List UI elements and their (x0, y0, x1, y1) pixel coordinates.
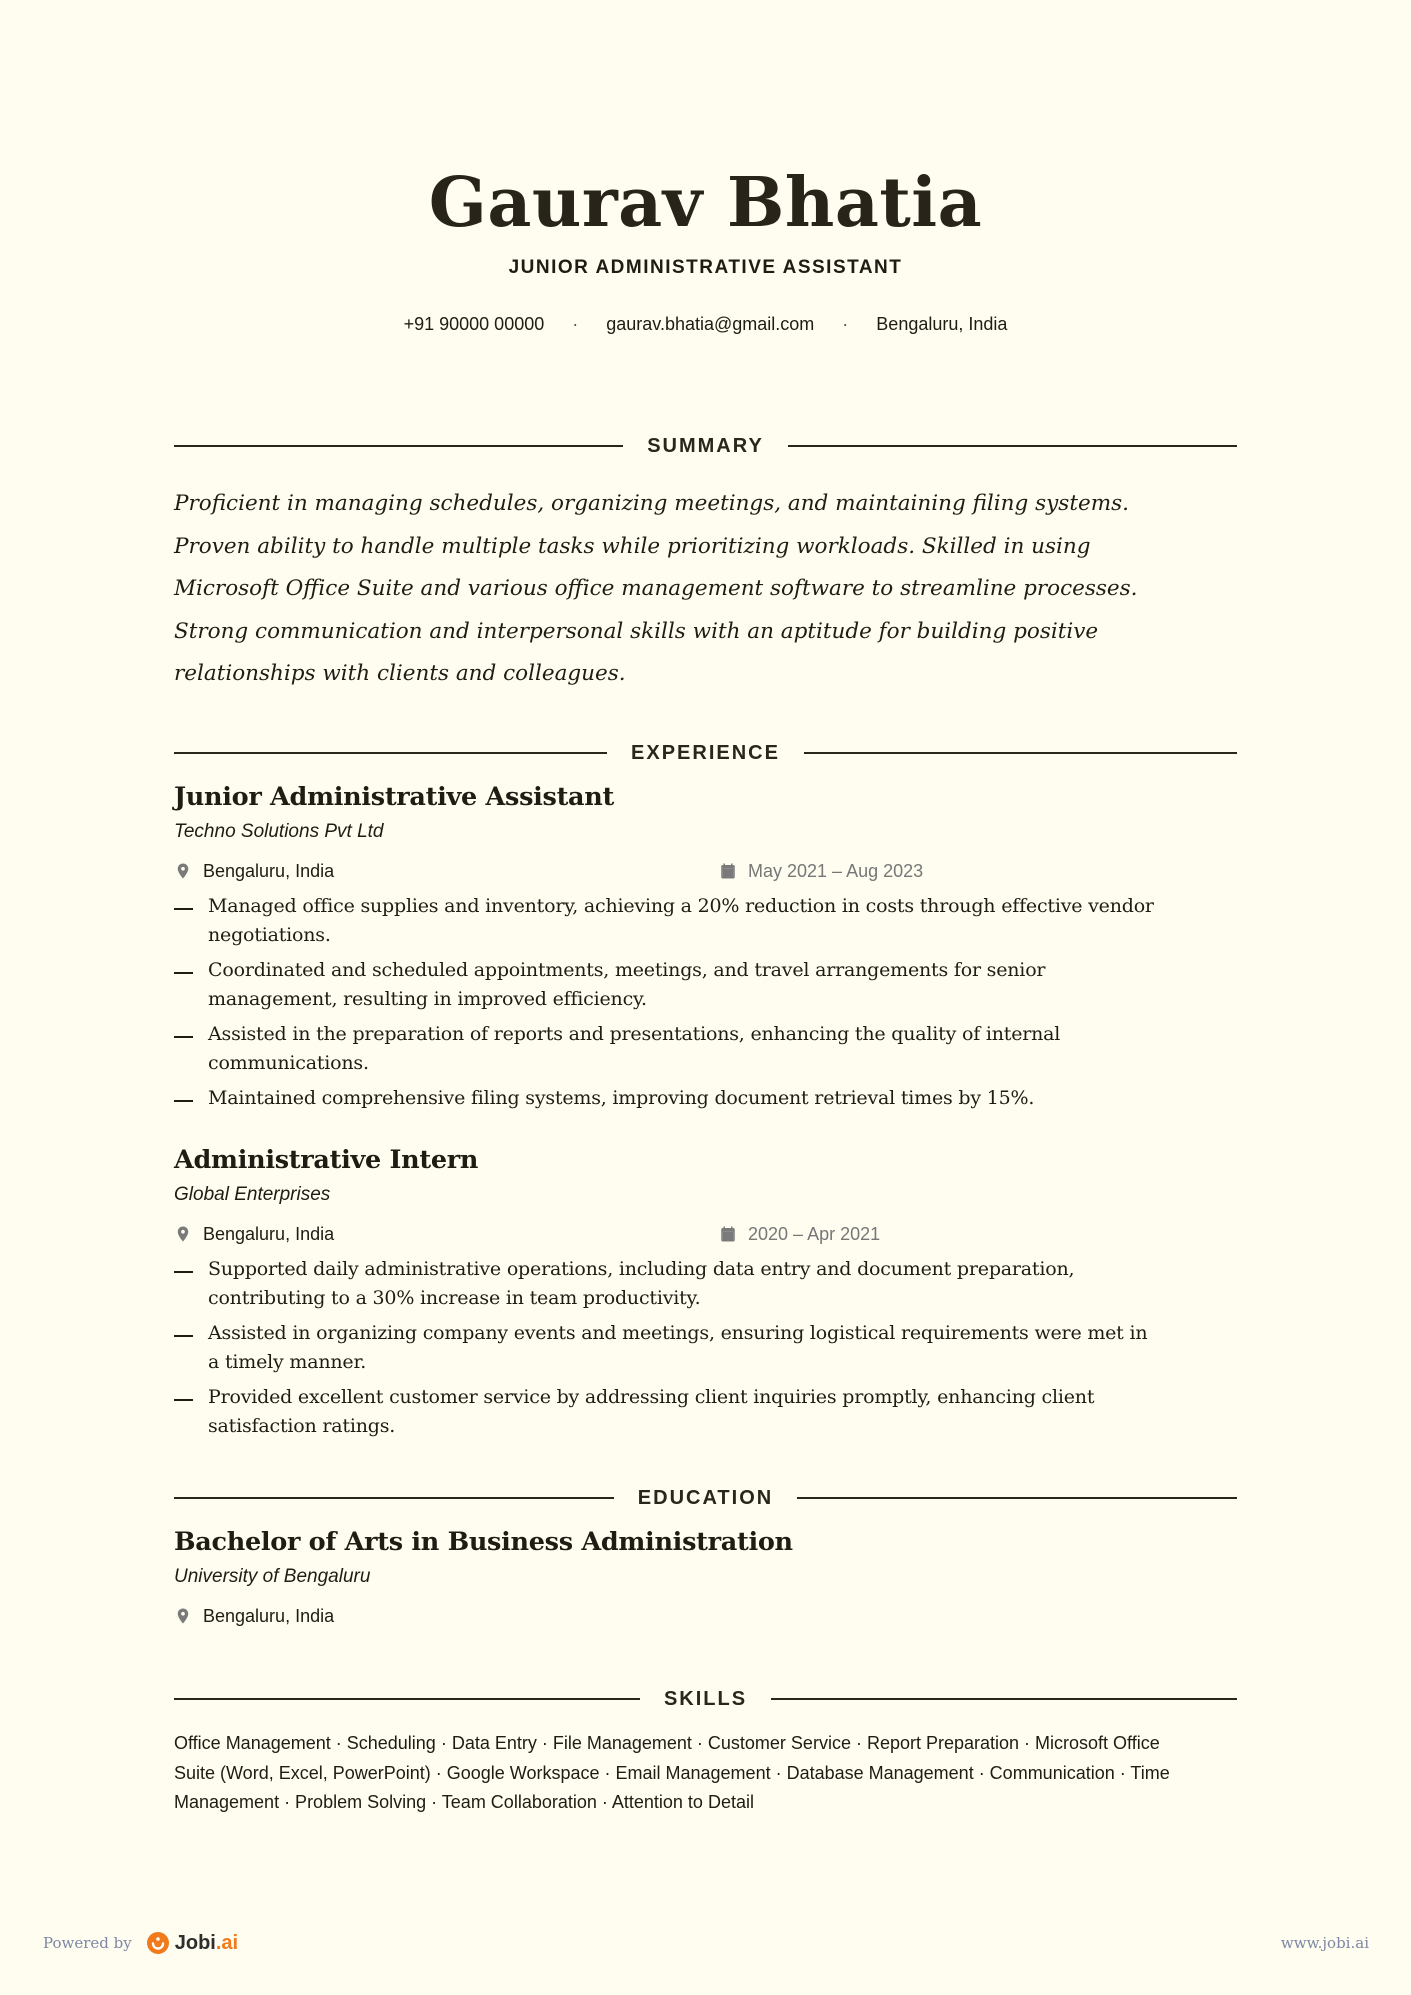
divider-line (174, 445, 623, 447)
bullet-item: Provided excellent customer service by addressing client inquiries promptly, enhancing client satisfaction ratings. (208, 1386, 1095, 1437)
jobi-brand-suffix: .ai (215, 1931, 239, 1954)
contact-separator: · (572, 314, 579, 334)
candidate-title: JUNIOR ADMINISTRATIVE ASSISTANT (508, 257, 903, 278)
powered-by-text: Powered by (43, 1934, 132, 1952)
job-dates-text: 2020 – Apr 2021 (748, 1224, 881, 1244)
divider-line (771, 1698, 1237, 1700)
jobi-logo-icon (146, 1931, 170, 1955)
bullet-item: Assisted in organizing company events and meetings, ensuring logistical requirements were met in a timely manner. (208, 1322, 1148, 1373)
company-name: Techno Solutions Pvt Ltd (174, 821, 384, 842)
section-heading-education (174, 1483, 1237, 1513)
bullet-item: Maintained comprehensive filing systems, improving document retrieval times by 15%. (208, 1087, 1035, 1109)
job-location (174, 1221, 334, 1247)
degree-title: Bachelor of Arts in Business Administration (174, 1527, 793, 1557)
contact-separator: · (842, 314, 849, 334)
skills-line: Suite (Word, Excel, PowerPoint) · Google Workspace · Email Management · Database Management · Communication · Time (174, 1762, 1170, 1783)
job-dates-text: May 2021 – Aug 2023 (748, 861, 924, 881)
education-meta (174, 1603, 1237, 1629)
divider-line (788, 445, 1237, 447)
map-pin-icon (174, 1225, 192, 1243)
divider-line (804, 752, 1237, 754)
powered-by-footer (43, 1931, 238, 1955)
job-title: Junior Administrative Assistant (174, 782, 615, 812)
job-location-text: Bengaluru, India (203, 1224, 335, 1244)
job-bullets (174, 1255, 1237, 1440)
contact-location: Bengaluru, India (876, 314, 1008, 334)
education-location-text: Bengaluru, India (203, 1606, 335, 1626)
calendar-icon (719, 862, 737, 880)
summary-line: relationships with clients and colleagues. (174, 661, 626, 686)
education-location (174, 1603, 334, 1629)
company-name: Global Enterprises (174, 1184, 331, 1205)
jobi-brand: Jobi (174, 1931, 216, 1954)
divider-line (174, 752, 607, 754)
bullet-item: Managed office supplies and inventory, achieving a 20% reduction in costs through effective vendor negotiations. (208, 895, 1154, 946)
summary-line: Strong communication and interpersonal skills with an aptitude for building positive (174, 618, 1099, 644)
job-bullets (174, 892, 1237, 1113)
summary-text (174, 483, 1237, 696)
calendar-icon (719, 1225, 737, 1243)
skills-line: Management · Problem Solving · Team Collaboration · Attention to Detail (174, 1792, 754, 1812)
job-meta (174, 858, 1237, 884)
section-title: EDUCATION (637, 1486, 774, 1509)
section-title: SUMMARY (647, 434, 764, 457)
job-location-text: Bengaluru, India (203, 861, 335, 881)
job-location (174, 858, 334, 884)
email-address[interactable]: gaurav.bhatia@gmail.com (606, 314, 815, 334)
skills-line: Office Management · Scheduling · Data Entry · File Management · Customer Service · Report Preparation · Microsoft Office (174, 1733, 1160, 1753)
jobi-logo[interactable] (146, 1931, 238, 1955)
resume-page (174, 0, 1237, 1995)
resume-header (174, 158, 1237, 336)
job-dates (719, 858, 923, 884)
bullet-item: Supported daily administrative operations, including data entry and document preparation, contributing to a 30% increase in team productivity. (208, 1258, 1075, 1309)
section-heading-summary (174, 431, 1237, 461)
divider-line (797, 1497, 1237, 1499)
job-meta (174, 1221, 1237, 1247)
divider-line (174, 1497, 614, 1499)
section-heading-skills (174, 1684, 1237, 1714)
experience-entry (174, 1143, 1237, 1447)
summary-line: Proven ability to handle multiple tasks while prioritizing workloads. Skilled in using (174, 533, 1091, 559)
jobi-wordmark (175, 1932, 238, 1955)
summary-line: Microsoft Office Suite and various office management software to streamline processes. (174, 576, 1138, 601)
job-dates (719, 1221, 880, 1247)
school-name: University of Bengaluru (174, 1566, 371, 1587)
experience-entry (174, 780, 1237, 1120)
footer-url[interactable]: www.jobi.ai (1280, 1934, 1369, 1952)
job-title: Administrative Intern (174, 1145, 479, 1175)
map-pin-icon (174, 1607, 192, 1625)
divider-line (174, 1698, 640, 1700)
bullet-item: Coordinated and scheduled appointments, meetings, and travel arrangements for senior management, resulting in improved efficiency. (208, 959, 1046, 1010)
summary-line: Proficient in managing schedules, organizing meetings, and maintaining filing systems. (174, 491, 1129, 516)
skills-list (174, 1729, 1237, 1818)
phone-number: +91 90000 00000 (403, 314, 545, 334)
section-title: SKILLS (663, 1687, 748, 1710)
map-pin-icon (174, 862, 192, 880)
candidate-name: Gaurav Bhatia (428, 163, 983, 243)
contact-line (174, 312, 1237, 336)
section-heading-experience (174, 738, 1237, 768)
section-title: EXPERIENCE (631, 741, 780, 764)
education-entry (174, 1525, 1237, 1629)
bullet-item: Assisted in the preparation of reports and presentations, enhancing the quality of internal communications. (208, 1023, 1061, 1074)
